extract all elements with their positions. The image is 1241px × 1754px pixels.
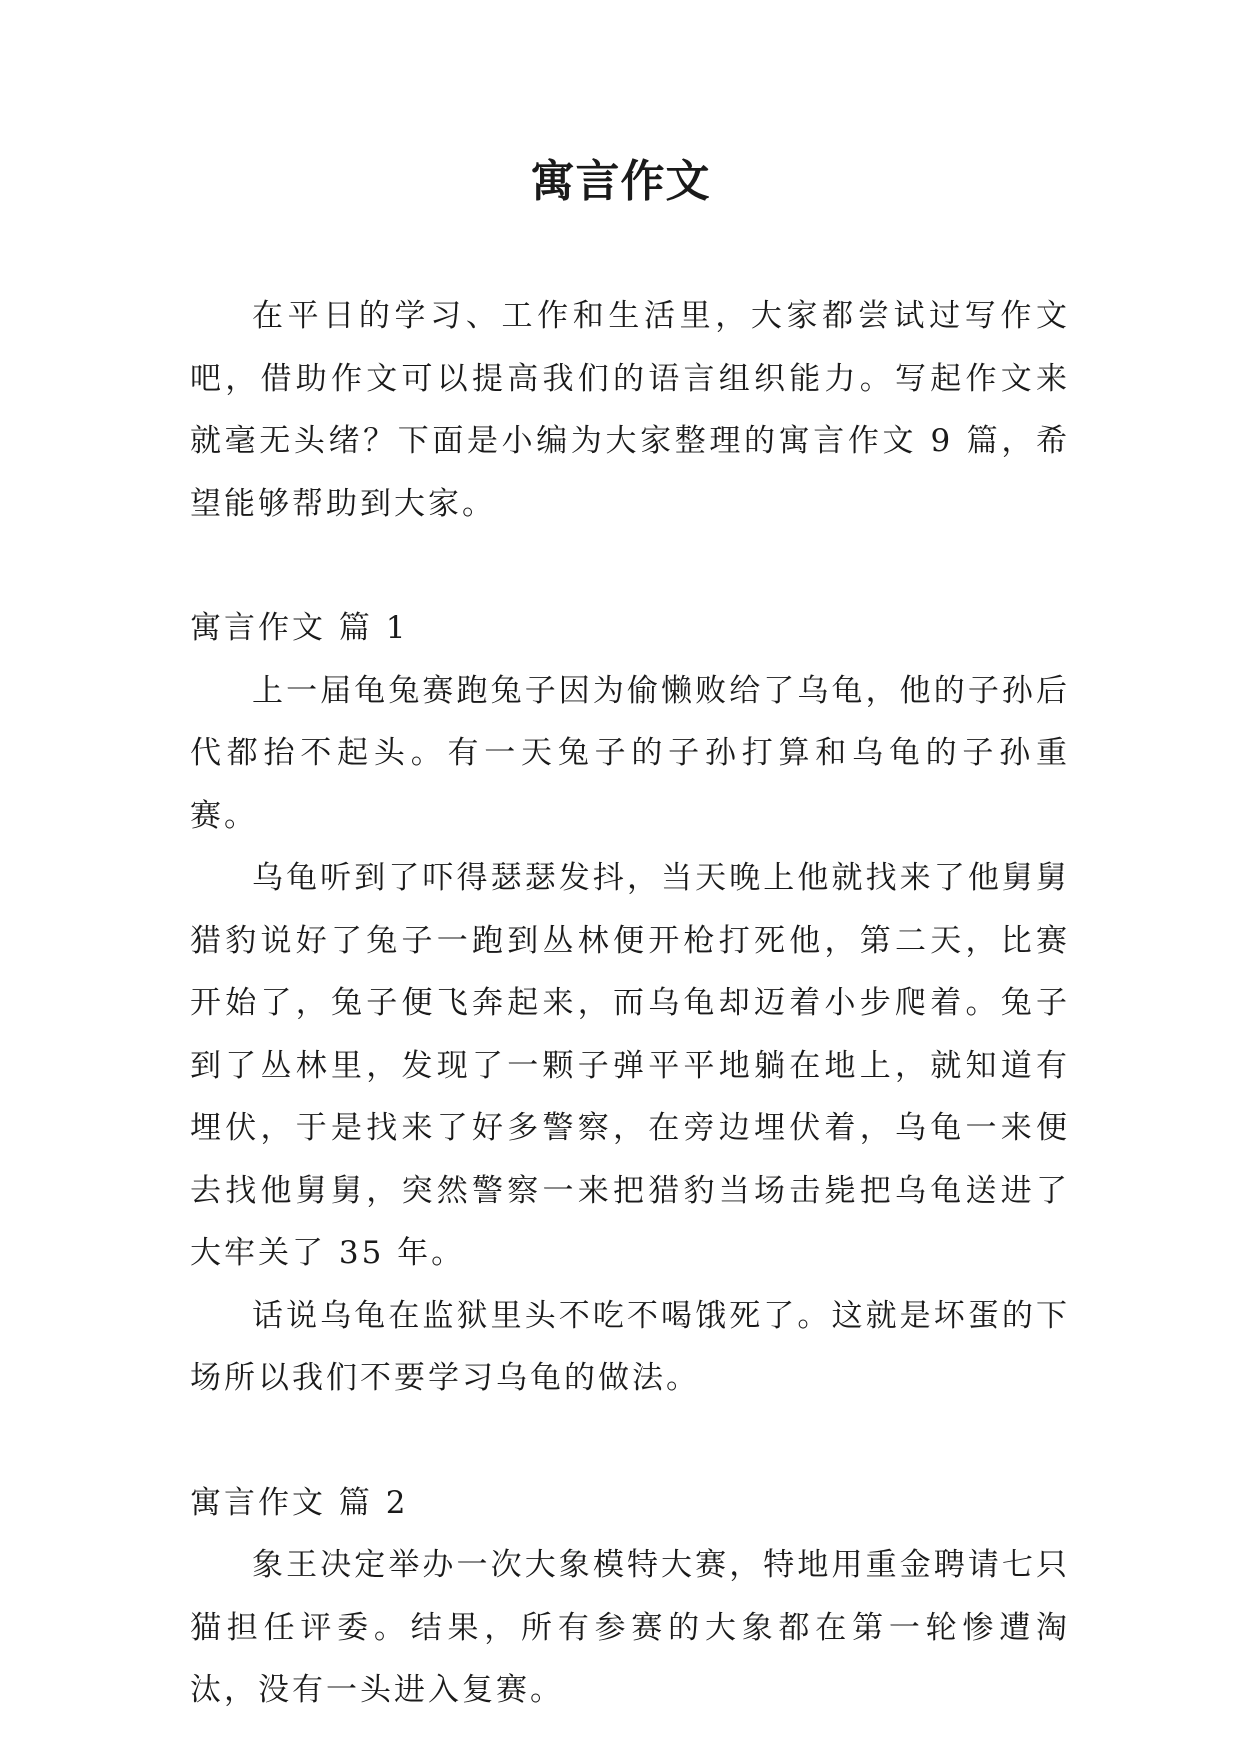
- section-spacer: [190, 535, 1070, 597]
- section-paragraph: 乌龟听到了吓得瑟瑟发抖，当天晚上他就找来了他舅舅猎豹说好了兔子一跑到丛林便开枪打死他，第二天，比赛开始了，兔子便飞奔起来，而乌龟却迈着小步爬着。兔子到了丛林里，发现了一颗子弹平平地躺在地上，就知道有埋伏，于是找来了好多警察，在旁边埋伏着，乌龟一来便去找他舅舅，突然警察一来把猎豹当场击毙把乌龟送进了大牢关了 35 年。: [190, 860, 1070, 1271]
- section-1: [190, 597, 1070, 1410]
- document-body: [190, 285, 1070, 1722]
- document-title: 寓言作文: [530, 156, 711, 207]
- section-spacer: [190, 1410, 1070, 1472]
- intro-paragraph: 在平日的学习、工作和生活里，大家都尝试过写作文吧，借助作文可以提高我们的语言组织能力。写起作文来就毫无头绪？下面是小编为大家整理的寓言作文 9 篇，希望能够帮助到大家。: [190, 298, 1070, 522]
- section-heading: 寓言作文 篇 2: [190, 1484, 409, 1521]
- section-paragraph: 上一届龟兔赛跑兔子因为偷懒败给了乌龟，他的子孙后代都抬不起头。有一天兔子的子孙打算和乌龟的子孙重赛。: [190, 672, 1070, 834]
- section-2: [190, 1472, 1070, 1722]
- section-paragraph: 象王决定举办一次大象模特大赛，特地用重金聘请七只猫担任评委。结果，所有参赛的大象都在第一轮惨遭淘汰，没有一头进入复赛。: [190, 1547, 1070, 1708]
- section-paragraph: 话说乌龟在监狱里头不吃不喝饿死了。这就是坏蛋的下场所以我们不要学习乌龟的做法。: [190, 1297, 1070, 1396]
- section-heading: 寓言作文 篇 1: [190, 610, 409, 646]
